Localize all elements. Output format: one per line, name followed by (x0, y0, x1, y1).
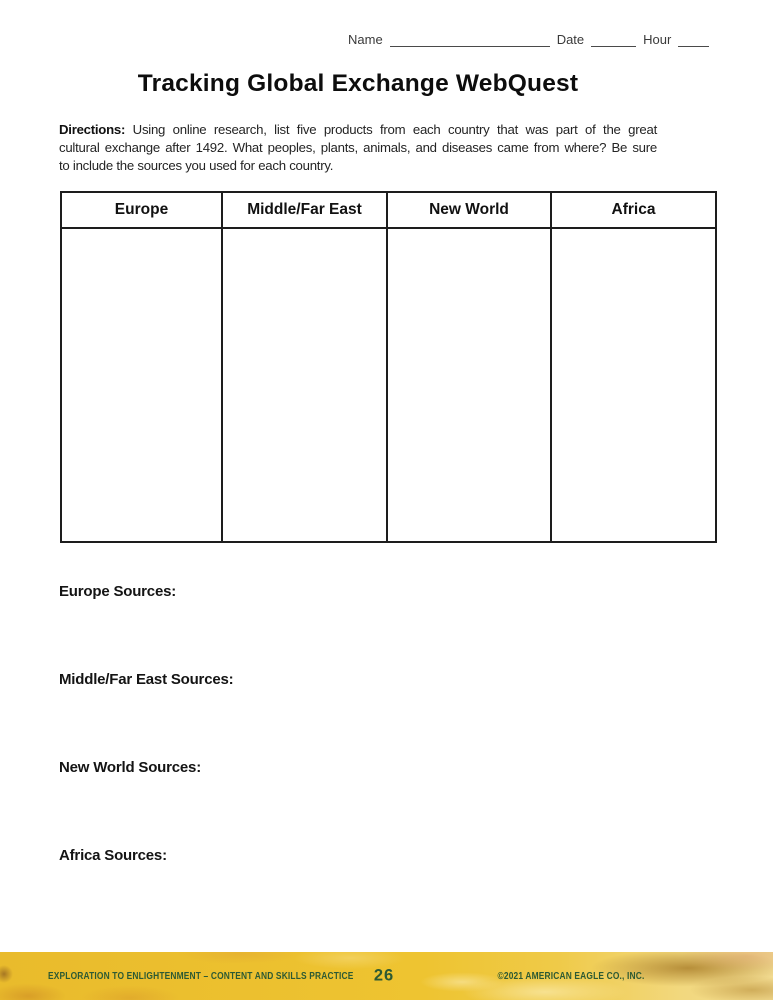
column-header-new-world: New World (387, 192, 551, 228)
table-cell-new-world (387, 228, 551, 542)
footer-band (0, 952, 773, 1000)
column-header-middle-far-east: Middle/Far East (222, 192, 387, 228)
page-title: Tracking Global Exchange WebQuest (137, 70, 579, 97)
name-date-hour-line (348, 31, 709, 47)
table-cell-africa (551, 228, 716, 542)
directions-line-2: cultural exchange after 1492. What peoples, plants, animals, and diseases came from where? Be sure (59, 140, 657, 155)
table-cell-europe (61, 228, 222, 542)
new-world-sources-label: New World Sources: (59, 759, 201, 776)
africa-sources-label: Africa Sources: (59, 847, 167, 864)
name-blank-line (390, 33, 550, 47)
middle-far-east-sources-label: Middle/Far East Sources: (59, 671, 234, 688)
directions-label: Directions: (59, 122, 126, 137)
footer-copyright: ©2021 AMERICAN EAGLE CO., INC. (497, 970, 645, 982)
hour-blank-line (678, 33, 709, 47)
footer-series-title: EXPLORATION TO ENLIGHTENMENT – CONTENT AND SKILLS PRACTICE (48, 970, 354, 982)
date-label: Date (556, 32, 585, 47)
europe-sources-label: Europe Sources: (59, 583, 177, 600)
exchange-table (60, 191, 717, 543)
footer-page-number: 26 (373, 966, 395, 985)
directions-line-3: to include the sources you used for each country. (59, 158, 334, 173)
table-header-row (61, 192, 716, 228)
column-header-europe: Europe (61, 192, 222, 228)
name-label: Name (348, 32, 383, 47)
directions-line-1: Directions: Using online research, list five products from each country that was part of the great (59, 122, 657, 137)
directions-paragraph (59, 121, 657, 175)
table-cell-middle-far-east (222, 228, 387, 542)
column-header-africa: Africa (551, 192, 716, 228)
date-blank-line (591, 33, 636, 47)
table-body-row (61, 228, 716, 542)
hour-label: Hour (643, 32, 672, 47)
